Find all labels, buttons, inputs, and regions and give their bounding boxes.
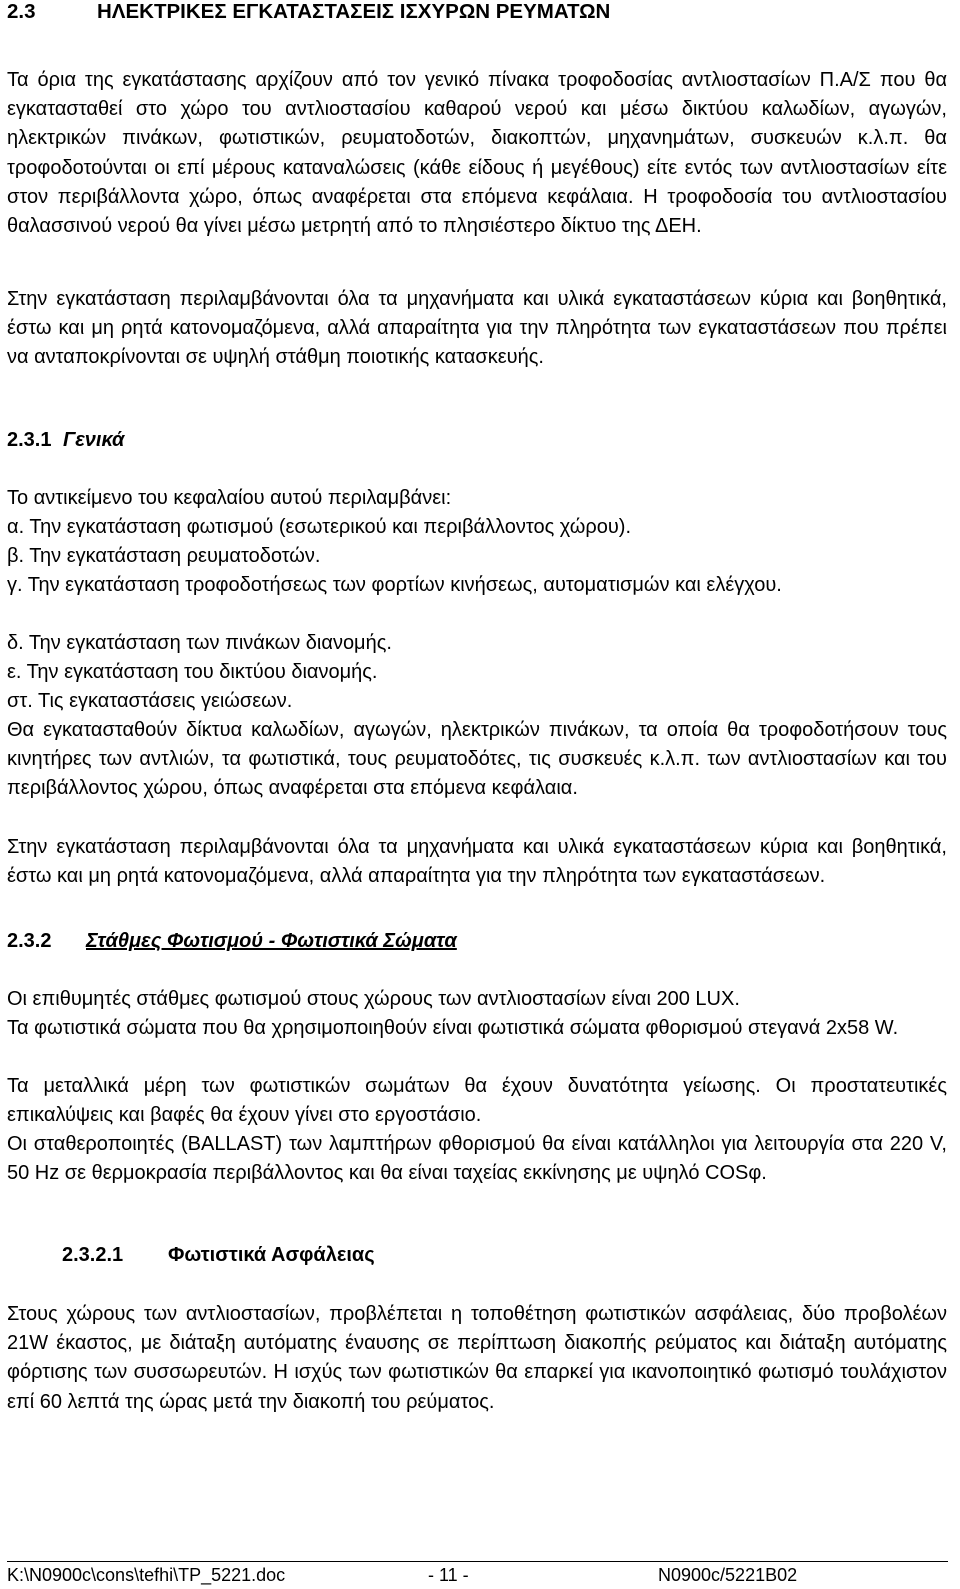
- footer-document-code: N0900c/5221B02: [658, 1565, 798, 1585]
- general-paragraph-2: Στην εγκατάσταση περιλαμβάνονται όλα τα μηχανήματα και υλικά εγκαταστάσεων κύρια και βοηθητικά, έστω και μη ρητά κατονομαζόμενα, αλλά απαραίτητα για την πληρότητα των εγκαταστάσεων.: [7, 836, 947, 888]
- general-paragraph-1: Θα εγκατασταθούν δίκτυα καλωδίων, αγωγών, ηλεκτρικών πινάκων, τα οποία θα τροφοδοτήσουν τους κινητήρες των αντλιών, τα φωτιστικά, τους ρευματοδότες, τις συσκευές κ.λ.π. των αντλιοστασίων και του περιβάλλοντος χώρου, όπως αναφέρεται στα επόμενα κεφάλαια.: [7, 719, 947, 800]
- intro-paragraph-2: Στην εγκατάσταση περιλαμβάνονται όλα τα μηχανήματα και υλικά εγκαταστάσεων κύρια και βοηθητικά, έστω και μη ρητά κατονομαζόμενα, αλλά απαραίτητα για την πληρότητα των εγκαταστάσεων που πρέπει να ανταποκρίνονται σε υψηλή στάθμη ποιοτικής κατασκευής.: [7, 288, 947, 369]
- footer-page-number: - 11 -: [428, 1565, 469, 1585]
- section-number: 2.3: [7, 0, 36, 23]
- subsubsection-title: Φωτιστικά Ασφάλειας: [168, 1244, 375, 1266]
- subsection-heading-general: [7, 426, 124, 455]
- footer-file-path: K:\N0900c\cons\tefhi\TP_5221.doc: [7, 1565, 286, 1585]
- subsection-number: 2.3.2: [7, 930, 52, 952]
- list-item: α. Την εγκατάσταση φωτισμού (εσωτερικού και περιβάλλοντος χώρου).: [7, 516, 632, 538]
- subsection-title: Γενικά: [63, 429, 125, 451]
- subsubsection-number: 2.3.2.1: [62, 1244, 124, 1266]
- lighting-paragraph-2: Τα φωτιστικά σώματα που θα χρησιμοποιηθούν είναι φωτιστικά σώματα φθορισμού στεγανά 2x58 W.: [7, 1017, 899, 1039]
- list-item: ε. Την εγκατάσταση του δικτύου διανομής.: [7, 661, 378, 683]
- footer-divider: [7, 1561, 948, 1562]
- list-item: β. Την εγκατάσταση ρευματοδοτών.: [7, 545, 321, 567]
- list-item: γ. Την εγκατάσταση τροφοδοτήσεως των φορτίων κινήσεως, αυτοματισμών και ελέγχου.: [7, 574, 782, 596]
- emergency-paragraph: Στους χώρους των αντλιοστασίων, προβλέπεται η τοποθέτηση φωτιστικών ασφάλειας, δύο προβολέων 21W έκαστος, με διάταξη αυτόματης έναυσης σε περίπτωση διακοπής ρεύματος και διάταξη αυτόματης φόρτισης των συσσωρευτών. Η ισχύς των φωτιστικών θα επαρκεί για ικανοποιητικό φωτισμό τουλάχιστον επί 60 λεπτά της ώρας μετά την διακοπή του ρεύματος.: [7, 1303, 947, 1413]
- subsection-number: 2.3.1: [7, 429, 52, 451]
- section-heading: [7, 0, 610, 26]
- section-title: ΗΛΕΚΤΡΙΚΕΣ ΕΓΚΑΤΑΣΤΑΣΕΙΣ ΙΣΧΥΡΩΝ ΡΕΥΜΑΤΩΝ: [97, 0, 611, 23]
- subsubsection-heading-emergency: [62, 1241, 375, 1270]
- list-item: στ. Τις εγκαταστάσεις γειώσεων.: [7, 690, 293, 712]
- lighting-paragraph-1: Οι επιθυμητές στάθμες φωτισμού στους χώρους των αντλιοστασίων είναι 200 LUX.: [7, 988, 740, 1010]
- subsection-heading-lighting: [7, 927, 457, 956]
- list-item: δ. Την εγκατάσταση των πινάκων διανομής.: [7, 632, 392, 654]
- general-lead: Το αντικείμενο του κεφαλαίου αυτού περιλαμβάνει:: [7, 487, 452, 509]
- lighting-paragraph-4: Οι σταθεροποιητές (BALLAST) των λαμπτήρων φθορισμού θα είναι κατάλληλοι για λειτουργία στα 220 V, 50 Hz σε θερμοκρασία περιβάλλοντος και θα είναι ταχείας εκκίνησης με υψηλό COSφ.: [7, 1133, 947, 1185]
- lighting-paragraph-3: Τα μεταλλικά μέρη των φωτιστικών σωμάτων θα έχουν δυνατότητα γείωσης. Οι προστατευτικές επικαλύψεις και βαφές θα έχουν γίνει στο εργοστάσιο.: [7, 1075, 947, 1127]
- subsection-title: Στάθμες Φωτισμού - Φωτιστικά Σώματα: [86, 930, 457, 952]
- intro-paragraph-1: Τα όρια της εγκατάστασης αρχίζουν από τον γενικό πίνακα τροφοδοσίας αντλιοστασίων Π.Α/Σ που θα εγκατασταθεί στο χώρο του αντλιοστασίου καθαρού νερού και μέσω δικτύου καλωδίων, αγωγών, ηλεκτρικών πινάκων, φωτιστικών, ρευματοδοτών, διακοπτών, μηχανημάτων, συσκευών κ.λ.π. θα τροφοδοτούνται οι επί μέρους καταναλώσεις (κάθε είδους ή μεγέθους) είτε εντός των αντλιοστασίων είτε στον περιβάλλοντα χώρο, όπως αναφέρεται στα επόμενα κεφάλαια. Η τροφοδοσία του αντλιοστασίου θαλασσινού νερού θα γίνει μέσω μετρητή από το πλησιέστερο δίκτυο της ΔΕΗ.: [7, 69, 947, 238]
